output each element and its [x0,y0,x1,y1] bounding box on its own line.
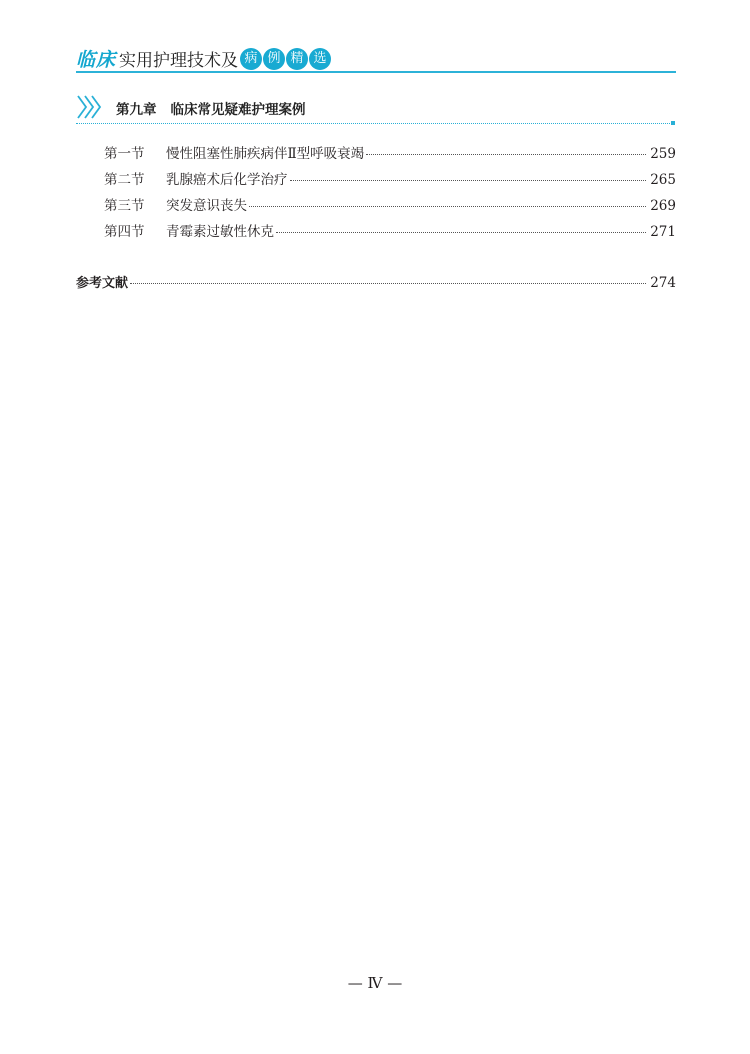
toc-leader-dots [290,179,647,181]
toc-section-title: 慢性阻塞性肺疾病伴Ⅱ型呼吸衰竭 [166,146,365,162]
chapter-rule [76,123,672,124]
toc-section-title: 乳腺癌术后化学治疗 [166,172,288,188]
toc-section-number: 第四节 [104,224,145,240]
circled-char: 精 [286,48,308,70]
circled-char: 例 [263,48,285,70]
toc-entry[interactable] [104,168,676,188]
book-title-main: 实用护理技术及 [119,51,239,71]
circled-char: 选 [309,48,331,70]
references-page-number: 274 [650,275,676,291]
toc-page-number: 259 [650,146,676,162]
toc-page-number: 271 [650,224,676,240]
book-title [76,45,332,72]
toc-entry[interactable] [104,142,676,162]
chapter-number: 第九章 [116,102,157,118]
toc-page-number: 265 [650,172,676,188]
toc-leader-dots [366,153,646,155]
toc-entry[interactable] [104,194,676,214]
toc-section-number: 第一节 [104,146,145,162]
toc-section-number: 第二节 [104,172,145,188]
header-rule [76,71,676,73]
toc-references-entry[interactable] [76,272,676,292]
toc-leader-dots [130,282,646,284]
toc-leader-dots [249,205,646,207]
toc-section-title: 青霉素过敏性休克 [166,224,274,240]
page-folio: — Ⅳ — [347,974,403,992]
chapter-label [116,98,306,118]
chapter-heading [76,92,676,126]
running-header [76,41,676,75]
book-title-clinic: 临床 [76,49,117,71]
chapter-title: 临床常见疑难护理案例 [170,102,306,118]
toc-section-number: 第三节 [104,198,145,214]
references-title: 参考文献 [76,276,129,291]
toc-entry[interactable] [104,220,676,240]
circled-char: 病 [240,48,262,70]
toc-page-number: 269 [650,198,676,214]
toc-leader-dots [276,231,646,233]
triple-chevron-icon [76,92,104,122]
chapter-rule-endcap [671,121,675,125]
toc-section-title: 突发意识丧失 [166,198,247,214]
book-title-circled [240,48,332,70]
